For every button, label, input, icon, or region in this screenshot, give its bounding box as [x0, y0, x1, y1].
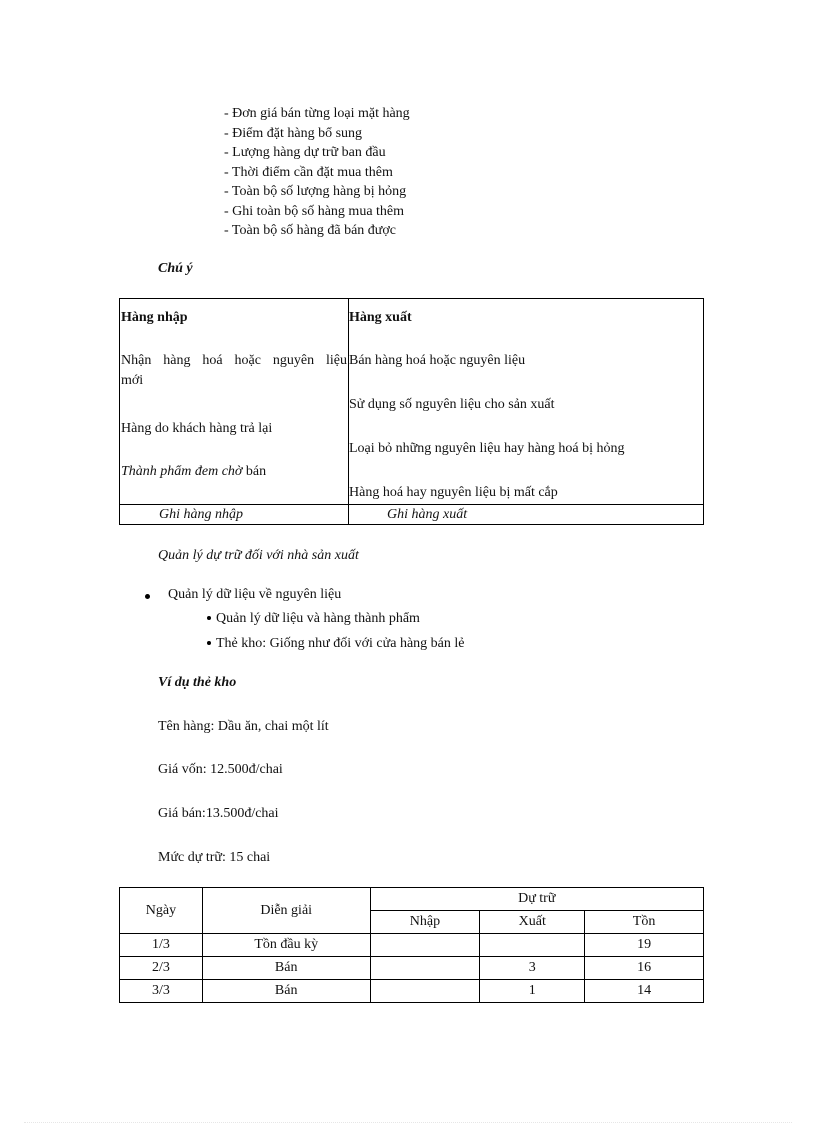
export-item: Sử dụng số nguyên liệu cho sản xuất — [349, 397, 555, 412]
import-item-suffix: bán — [242, 464, 267, 479]
table-row — [120, 980, 704, 1003]
header-reserve: Dự trữ — [370, 888, 703, 911]
bullet-dot — [145, 594, 150, 599]
header-description: Diễn giải — [202, 888, 370, 934]
list-item: - Toàn bộ số hàng đã bán được — [224, 223, 396, 238]
cell-date: 3/3 — [120, 980, 203, 1003]
header-import: Nhập — [370, 911, 480, 934]
list-item: - Ghi toàn bộ số hàng mua thêm — [224, 204, 405, 219]
import-item: Hàng do khách hàng trả lại — [121, 421, 273, 436]
table-row — [120, 934, 704, 957]
cell-import — [370, 934, 480, 957]
note-heading: Chú ý — [158, 261, 193, 276]
import-header: Hàng nhập — [121, 310, 188, 325]
export-footer: Ghi hàng xuất — [387, 507, 468, 522]
reserve-level: Mức dự trữ: 15 chai — [158, 850, 271, 865]
bullet-sub: Thẻ kho: Giống như đối với cửa hàng bán lẻ — [216, 636, 465, 651]
list-item: - Lượng hàng dự trữ ban đầu — [224, 145, 386, 160]
export-item: Hàng hoá hay nguyên liệu bị mất cắp — [349, 485, 558, 500]
cell-date: 1/3 — [120, 934, 203, 957]
bullet-main: Quản lý dữ liệu về nguyên liệu — [168, 587, 342, 602]
import-footer: Ghi hàng nhập — [159, 507, 243, 522]
cell-description: Bán — [202, 957, 370, 980]
import-item: mới — [121, 373, 144, 388]
cell-import — [370, 980, 480, 1003]
import-item-italic: Thành phẩm đem chờ — [121, 464, 243, 479]
cell-import — [370, 957, 480, 980]
cell-balance: 14 — [585, 980, 704, 1003]
import-export-table — [119, 298, 704, 525]
list-item: - Thời điểm cần đặt mua thêm — [224, 165, 393, 180]
manufacturer-heading: Quản lý dự trữ đối với nhà sản xuất — [158, 548, 359, 563]
header-balance: Tồn — [585, 911, 704, 934]
cell-export: 1 — [480, 980, 585, 1003]
list-item: - Điểm đặt hàng bổ sung — [224, 126, 363, 141]
import-item: Nhận hàng hoá hoặc nguyên liệu — [121, 353, 347, 368]
cell-description: Tồn đầu kỳ — [202, 934, 370, 957]
bullet-dot — [207, 641, 211, 645]
sale-price: Giá bán:13.500đ/chai — [158, 806, 279, 821]
cost-price: Giá vốn: 12.500đ/chai — [158, 762, 283, 777]
cell-description: Bán — [202, 980, 370, 1003]
cell-balance: 16 — [585, 957, 704, 980]
import-item — [121, 462, 266, 482]
export-item: Loại bỏ những nguyên liệu hay hàng hoá bị hỏng — [349, 441, 625, 456]
cell-export — [480, 934, 585, 957]
header-export: Xuất — [480, 911, 585, 934]
cell-export: 3 — [480, 957, 585, 980]
export-item: Bán hàng hoá hoặc nguyên liệu — [349, 353, 526, 368]
example-heading: Ví dụ thẻ kho — [158, 675, 237, 690]
stock-card-table — [119, 887, 704, 1003]
export-header: Hàng xuất — [349, 310, 412, 325]
cell-date: 2/3 — [120, 957, 203, 980]
cell-balance: 19 — [585, 934, 704, 957]
bullet-dot — [207, 616, 211, 620]
bullet-sub: Quản lý dữ liệu và hàng thành phẩm — [216, 611, 420, 626]
header-date: Ngày — [120, 888, 203, 934]
list-item: - Đơn giá bán từng loại mặt hàng — [224, 106, 410, 121]
table-row — [120, 957, 704, 980]
list-item: - Toàn bộ số lượng hàng bị hỏng — [224, 184, 407, 199]
product-name: Tên hàng: Dầu ăn, chai một lít — [158, 719, 329, 734]
